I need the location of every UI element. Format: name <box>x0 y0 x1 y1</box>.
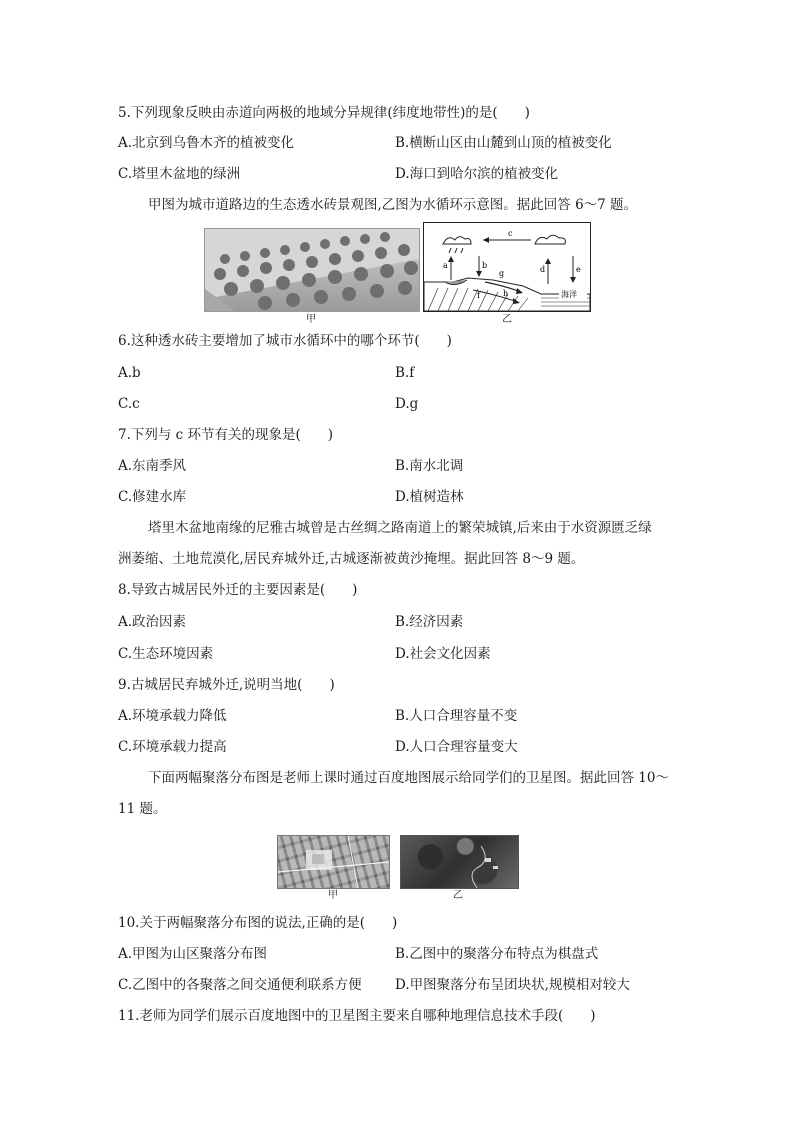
question-7-option-c: C.修建水库 <box>118 489 187 505</box>
permeable-brick-photo <box>204 228 420 312</box>
question-6-option-d: D.g <box>395 396 419 412</box>
intro-10-11-line2: 11 题。 <box>118 801 167 817</box>
question-8-option-d: D.社会文化因素 <box>395 646 491 662</box>
question-6-option-b: B.f <box>395 365 415 381</box>
question-9-option-a: A.环境承载力降低 <box>118 708 227 724</box>
mountain-settlement-graphic <box>401 836 518 888</box>
question-5-option-c: C.塔里木盆地的绿洲 <box>118 166 241 182</box>
plain-settlement-graphic <box>278 836 389 888</box>
question-9-option-d: D.人口合理容量变大 <box>395 739 518 755</box>
question-7-stem: 7.下列与 c 环节有关的现象是( ) <box>118 427 334 443</box>
ocean-label: 海洋 <box>561 290 577 299</box>
label-d: d <box>540 265 546 274</box>
label-g: g <box>499 269 505 278</box>
question-10-option-a: A.甲图为山区聚落分布图 <box>118 946 268 962</box>
label-a: a <box>443 261 448 270</box>
question-7-option-a: A.东南季风 <box>118 458 187 474</box>
intro-6-7: 甲图为城市道路边的生态透水砖景观图,乙图为水循环示意图。据此回答 6～7 题。 <box>148 197 638 213</box>
question-8-option-b: B.经济因素 <box>395 614 464 630</box>
label-b: b <box>482 261 488 270</box>
figure-10-11-right-caption: 乙 <box>453 890 463 901</box>
question-10-stem: 10.关于两幅聚落分布图的说法,正确的是( ) <box>118 915 398 931</box>
question-5-option-a: A.北京到乌鲁木齐的植被变化 <box>118 135 295 151</box>
label-h: h <box>503 289 509 298</box>
label-c: c <box>508 229 513 238</box>
satellite-image-mountain-settlement <box>400 835 519 889</box>
label-e: e <box>576 265 581 274</box>
question-6-stem: 6.这种透水砖主要增加了城市水循环中的哪个环节( ) <box>118 333 452 349</box>
question-5-stem: 5.下列现象反映由赤道向两极的地域分异规律(纬度地带性)的是( ) <box>118 105 530 121</box>
question-7-option-b: B.南水北调 <box>395 458 464 474</box>
question-9-option-b: B.人口合理容量不变 <box>395 708 518 724</box>
question-5-option-b: B.横断山区由山麓到山顶的植被变化 <box>395 135 612 151</box>
brick-pattern-graphic <box>205 229 419 311</box>
question-8-option-a: A.政治因素 <box>118 614 187 630</box>
question-9-option-c: C.环境承载力提高 <box>118 739 227 755</box>
water-cycle-diagram <box>423 222 591 312</box>
question-7-option-d: D.植树造林 <box>395 489 464 505</box>
question-11-stem: 11.老师为同学们展示百度地图中的卫星图主要来自哪种地理信息技术手段( ) <box>118 1008 596 1024</box>
intro-8-9-line1: 塔里木盆地南缘的尼雅古城曾是古丝绸之路南道上的繁荣城镇,后来由于水资源匮乏绿 <box>148 520 652 536</box>
question-9-stem: 9.古城居民弃城外迁,说明当地( ) <box>118 677 335 693</box>
question-10-option-c: C.乙图中的各聚落之间交通便利联系方便 <box>118 977 362 993</box>
label-f: f <box>477 291 480 300</box>
question-8-stem: 8.导致古城居民外迁的主要因素是( ) <box>118 582 358 598</box>
question-10-option-d: D.甲图聚落分布呈团块状,规模相对较大 <box>395 977 630 993</box>
question-8-option-c: C.生态环境因素 <box>118 646 214 662</box>
question-10-option-b: B.乙图中的聚落分布特点为棋盘式 <box>395 946 599 962</box>
intro-10-11-line1: 下面两幅聚落分布图是老师上课时通过百度地图展示给同学们的卫星图。据此回答 10～ <box>148 770 669 786</box>
satellite-image-plain-settlement <box>277 835 390 889</box>
figure-10-11-left-caption: 甲 <box>328 890 338 901</box>
question-6-option-a: A.b <box>118 365 141 381</box>
question-6-option-c: C.c <box>118 396 140 412</box>
figure-6-7-right-caption: 乙 <box>502 314 512 325</box>
intro-8-9-line2: 洲萎缩、土地荒漠化,居民弃城外迁,古城逐渐被黄沙掩埋。据此回答 8～9 题。 <box>118 551 585 567</box>
question-5-option-d: D.海口到哈尔滨的植被变化 <box>395 166 559 182</box>
water-cycle-graphic <box>423 222 591 312</box>
figure-6-7-left-caption: 甲 <box>306 314 316 325</box>
